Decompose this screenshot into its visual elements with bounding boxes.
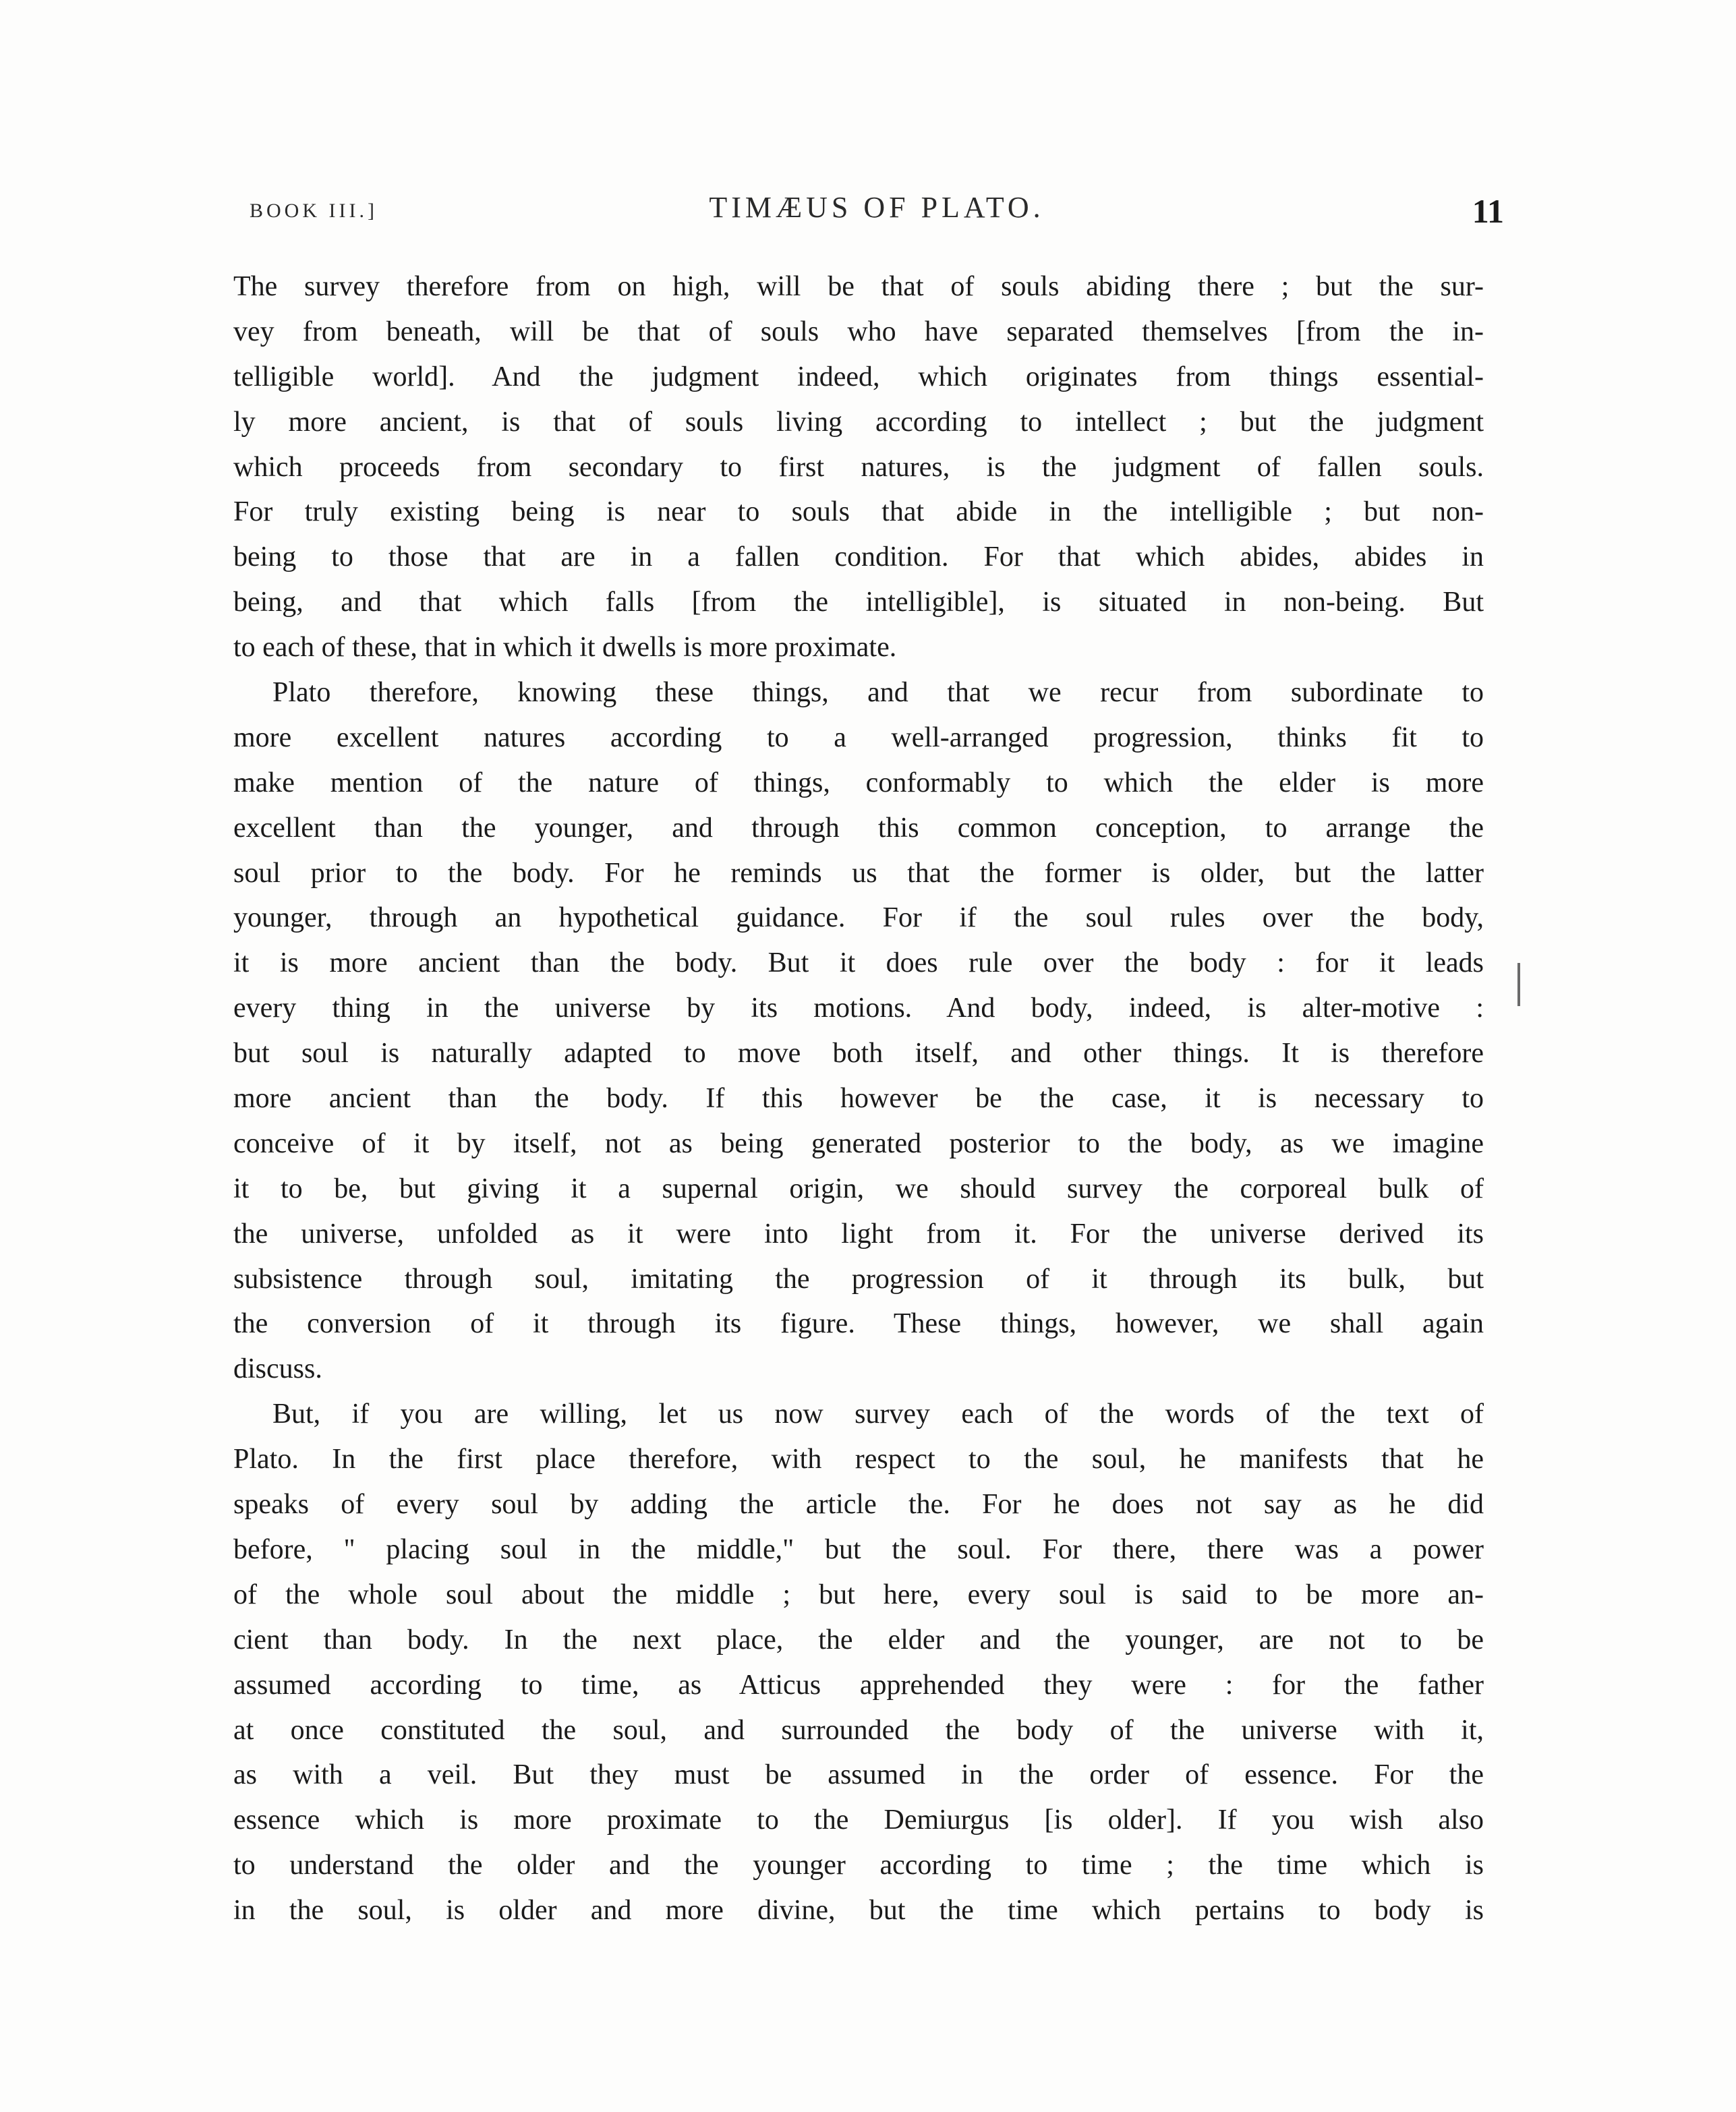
text-line: being, and that which falls [from the intelligible], is situated in non-being. But (233, 587, 1484, 618)
text-line: make mention of the nature of things, conformably to which the elder is more (233, 767, 1484, 798)
text-line: cient than body. In the next place, the elder and the younger, are not to be (233, 1624, 1484, 1655)
text-line: But, if you are willing, let us now survey each of the words of the text of (272, 1399, 1484, 1430)
text-line: Plato. In the first place therefore, with respect to the soul, he manifests that he (233, 1444, 1484, 1475)
text-line: it to be, but giving it a supernal origin, we should survey the corporeal bulk of (233, 1173, 1484, 1204)
text-line: as with a veil. But they must be assumed in the order of essence. For the (233, 1759, 1484, 1791)
text-line: more excellent natures according to a well-arranged progression, thinks fit to (233, 722, 1484, 753)
text-line: at once constituted the soul, and surrounded the body of the universe with it, (233, 1714, 1484, 1746)
text-line: For truly existing being is near to souls that abide in the intelligible ; but non- (233, 496, 1484, 528)
text-line: vey from beneath, will be that of souls who have separated themselves [from the in- (233, 316, 1484, 347)
text-line: younger, through an hypothetical guidance. For if the soul rules over the body, (233, 902, 1484, 934)
text-line: discuss. (233, 1353, 322, 1385)
text-line: Plato therefore, knowing these things, and that we recur from subordinate to (272, 677, 1484, 709)
text-line: being to those that are in a fallen condition. For that which abides, abides in (233, 541, 1484, 573)
text-line: speaks of every soul by adding the article the. For he does not say as he did (233, 1489, 1484, 1521)
text-line: before, " placing soul in the middle," but the soul. For there, there was a power (233, 1533, 1484, 1565)
text-line: which proceeds from secondary to first natures, is the judgment of fallen souls. (233, 451, 1484, 483)
text-line: in the soul, is older and more divine, but the time which pertains to body is (233, 1895, 1484, 1927)
page-title: TIMÆUS OF PLATO. (709, 191, 1045, 224)
text-line: the universe, unfolded as it were into light from it. For the universe derived its (233, 1218, 1484, 1250)
text-line: ly more ancient, is that of souls living according to intellect ; but the judgment (233, 406, 1484, 438)
text-line: it is more ancient than the body. But it does rule over the body : for it leads (233, 947, 1484, 979)
text-line: more ancient than the body. If this however be the case, it is necessary to (233, 1083, 1484, 1115)
page-number: 11 (1472, 192, 1504, 230)
text-line: assumed according to time, as Atticus apprehended they were : for the father (233, 1669, 1484, 1701)
running-head (250, 190, 1504, 231)
text-line: but soul is naturally adapted to move both itself, and other things. It is therefore (233, 1038, 1484, 1069)
margin-mark (1517, 963, 1520, 1006)
text-body (233, 264, 1484, 1933)
text-line: The survey therefore from on high, will be that of souls abiding there ; but the sur- (233, 271, 1484, 302)
text-line: telligible world]. And the judgment indeed, which originates from things essential- (233, 361, 1484, 392)
text-line: the conversion of it through its figure. These things, however, we shall again (233, 1308, 1484, 1340)
text-line: to each of these, that in which it dwells is more proximate. (233, 632, 897, 664)
text-line: excellent than the younger, and through this common conception, to arrange the (233, 812, 1484, 844)
text-line: every thing in the universe by its motions. And body, indeed, is alter-motive : (233, 993, 1484, 1024)
text-line: subsistence through soul, imitating the progression of it through its bulk, but (233, 1263, 1484, 1295)
text-line: essence which is more proximate to the Demiurgus [is older]. If you wish also (233, 1805, 1484, 1836)
book-label: BOOK III.] (250, 200, 378, 222)
text-line: to understand the older and the younger according to time ; the time which is (233, 1850, 1484, 1881)
text-line: of the whole soul about the middle ; but here, every soul is said to be more an- (233, 1579, 1484, 1610)
text-line: conceive of it by itself, not as being generated posterior to the body, as we imagine (233, 1127, 1484, 1159)
text-line: soul prior to the body. For he reminds us that the former is older, but the latter (233, 857, 1484, 889)
